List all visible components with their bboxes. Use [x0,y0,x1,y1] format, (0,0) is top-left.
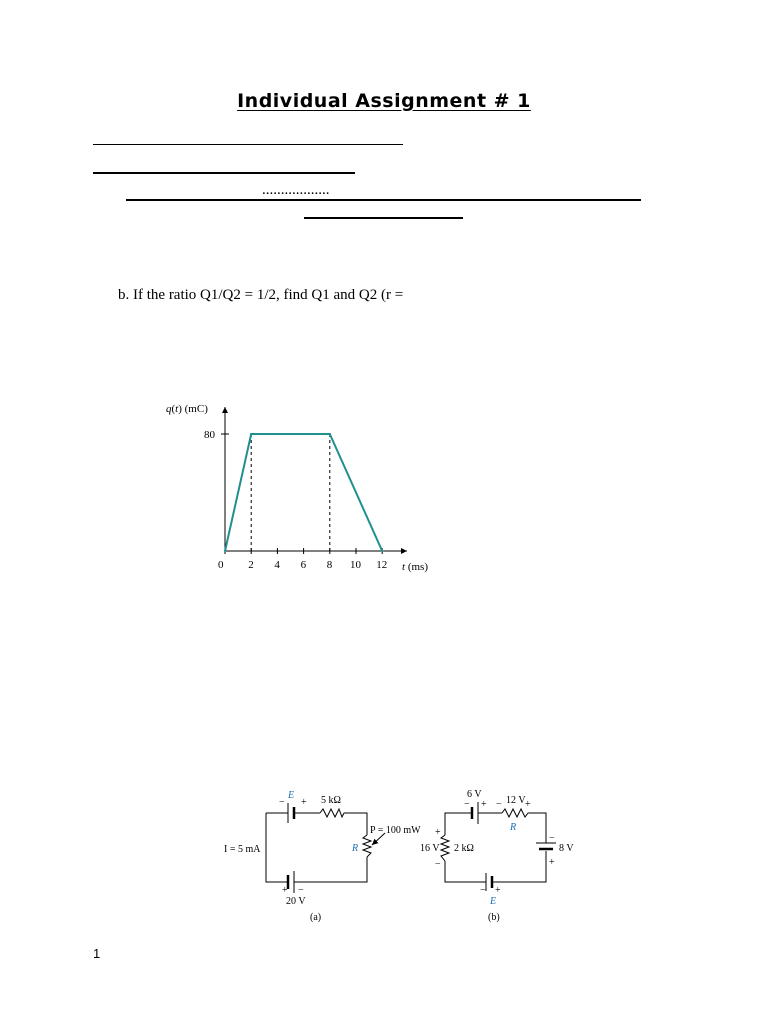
x-tick-label-12: 12 [376,559,388,571]
variable-resistor-symbol [363,835,371,857]
y-axis-label: q(t) (mC) [166,403,208,415]
circuit-b [418,785,588,925]
left-voltage-label: 16 V [420,843,440,854]
resistor-12v-label: 12 V [506,795,526,806]
battery-20v-label: 20 V [286,896,306,907]
plus-minus-b4: + [525,799,531,810]
plus-minus-b1: − [464,799,470,810]
plus-minus-b2: + [481,799,487,810]
dotted-fill: .................. [262,182,330,198]
data-point-2 [250,433,252,435]
plus-minus-b7: + [435,827,441,838]
battery-e-label: E [490,896,497,907]
variable-resistor-label: R [352,843,359,854]
assignment-title: Individual Assignment # 1 [237,90,531,112]
x-axis-label: t (ms) [402,561,428,573]
x-tick-label-4: 4 [274,559,280,571]
resistor-5k-label: 5 kΩ [321,795,341,806]
source-e-label: E [288,790,295,801]
x-tick-label-6: 6 [300,559,307,571]
x-tick-label-10: 10 [350,559,361,571]
blank-line-3 [126,199,641,201]
plus-minus-b3: − [496,799,502,810]
plus-minus-a2: + [301,797,307,808]
plus-minus-a3: + [282,885,288,896]
resistor-r-symbol [502,809,528,817]
blank-line-2 [93,172,355,174]
circuit-a [218,785,438,925]
blank-line-4 [304,217,463,219]
power-label: P = 100 mW [370,825,421,836]
question-b: b. If the ratio Q1/Q2 = 1/2, find Q1 and Q2 (r = [118,287,404,303]
resistor-2k-label: 2 kΩ [454,843,474,854]
plus-minus-b8: − [435,859,441,870]
x-tick-label-2: 2 [248,559,254,571]
battery-6v-label: 6 V [467,789,482,800]
plus-minus-b6: + [549,857,555,868]
plus-minus-b10: + [495,885,501,896]
caption-b: (b) [488,912,500,923]
charge-time-chart [160,395,450,585]
current-label: I = 5 mA [224,844,261,855]
plus-minus-b5: − [549,833,555,844]
y-tick-label-80: 80 [204,429,215,441]
battery-8v-label: 8 V [559,843,574,854]
data-point-0 [224,550,226,552]
plus-minus-b9: − [480,885,486,896]
caption-a: (a) [310,912,322,923]
data-point-12 [381,550,383,552]
resistor-5k-symbol [320,809,344,817]
plus-minus-a4: − [298,885,304,896]
resistor-2k-symbol [441,835,449,861]
battery-top-symbol [288,803,300,823]
page-number: 1 [93,946,101,961]
blank-line-1 [93,144,403,145]
data-point-8 [329,433,331,435]
x-tick-label-8: 8 [326,559,333,571]
x-tick-label-0: 0 [218,559,224,571]
plus-minus-a1: − [279,797,285,808]
resistor-r-label: R [510,822,517,833]
series-line-0 [225,434,382,551]
